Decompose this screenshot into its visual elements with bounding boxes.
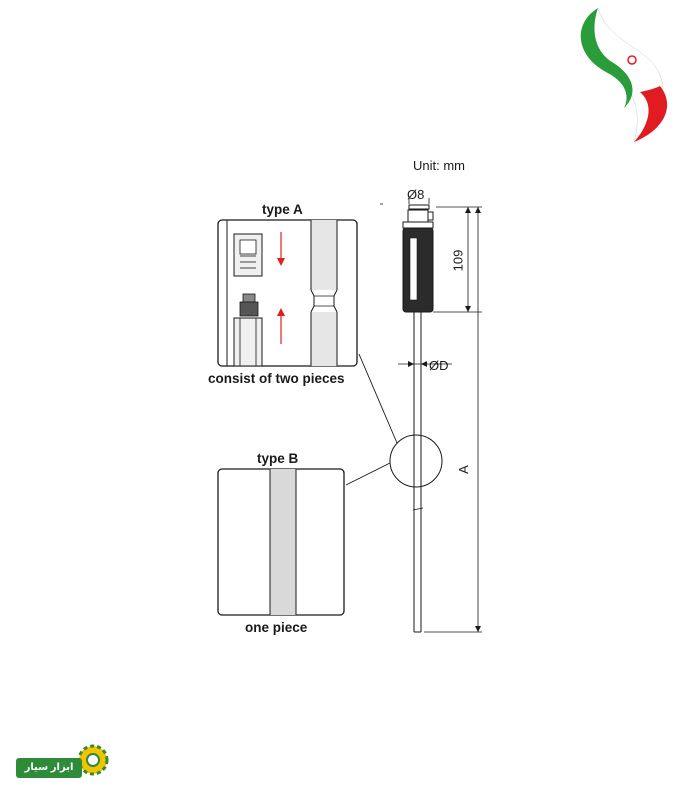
type-a-detail bbox=[218, 220, 357, 366]
rod-diameter-label: ØD bbox=[429, 358, 449, 373]
type-a-caption: consist of two pieces bbox=[208, 371, 345, 386]
type-b-title: type B bbox=[257, 451, 299, 466]
type-b-detail bbox=[218, 469, 344, 615]
brand-logo-text: ابزار سیار bbox=[16, 758, 82, 778]
handle-diameter-label: Ø8 bbox=[407, 187, 425, 202]
probe-drawing bbox=[403, 205, 433, 632]
total-length-label: A bbox=[455, 465, 471, 474]
type-a-title: type A bbox=[262, 202, 303, 217]
detail-circle bbox=[390, 435, 442, 487]
iran-flag-logo-icon bbox=[581, 8, 667, 142]
handle-length-label: 109 bbox=[450, 249, 466, 272]
unit-label: Unit: mm bbox=[413, 158, 465, 173]
type-b-caption: one piece bbox=[245, 620, 308, 635]
